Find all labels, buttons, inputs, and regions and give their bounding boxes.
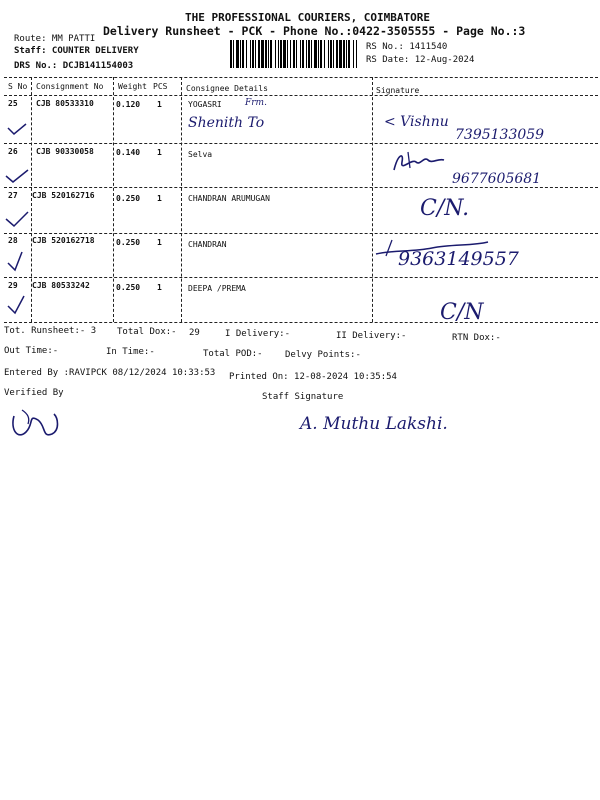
row-consignment: CJB 80533242 xyxy=(32,281,90,290)
col-header-sno: S No xyxy=(8,82,28,91)
handwritten-phone: 7395133059 xyxy=(455,127,545,143)
row-weight: 0.250 xyxy=(116,283,141,292)
total-pod: Total POD:- xyxy=(203,349,263,359)
row-consignment: CJB 520162716 xyxy=(32,191,95,200)
row-consignee: YOGASRI xyxy=(188,100,222,109)
row-sno: 27 xyxy=(8,191,18,200)
row-sno: 28 xyxy=(8,236,18,245)
check-mark xyxy=(8,296,24,313)
col-header-weight: Weight xyxy=(118,82,147,91)
rs-date: RS Date: 12-Aug-2024 xyxy=(366,55,475,65)
row-consignee: DEEPA /PREMA xyxy=(188,284,246,293)
rtn-dox: RTN Dox:- xyxy=(452,333,501,343)
handwritten-signature: C/N xyxy=(440,300,484,325)
rs-number: RS No.: 1411540 xyxy=(366,42,448,52)
out-time: Out Time:- xyxy=(4,346,59,356)
row-consignment: CJB 520162718 xyxy=(32,236,95,245)
row-pcs: 1 xyxy=(157,100,162,109)
drs-number: DRS No.: DCJB141154003 xyxy=(14,61,134,71)
verified-signature xyxy=(8,406,68,446)
verified-by-label: Verified By xyxy=(4,388,64,398)
route-label: Route: MM PATTI xyxy=(14,34,96,44)
col-header-pcs: PCS xyxy=(153,82,168,91)
check-mark xyxy=(8,124,26,134)
ii-delivery: II Delivery:- xyxy=(336,331,407,341)
staff-handwritten-signature: A. Muthu Lakshi. xyxy=(300,414,448,434)
company-name: THE PROFESSIONAL COURIERS, COIMBATORE xyxy=(185,11,431,24)
handwritten-signature: C/N. xyxy=(420,196,470,221)
tot-runsheet: Tot. Runsheet:- 3 xyxy=(4,326,97,336)
handwritten-note: Shenith To xyxy=(188,115,265,131)
i-delivery: I Delivery:- xyxy=(225,329,291,339)
row-weight: 0.250 xyxy=(116,238,141,247)
handwritten-phone: 9677605681 xyxy=(452,171,542,187)
in-time: In Time:- xyxy=(106,347,155,357)
row-consignment: CJB 80533310 xyxy=(36,99,94,108)
row-consignee: CHANDRAN ARUMUGAN xyxy=(188,194,270,203)
col-header-consignment: Consignment No xyxy=(36,82,104,91)
total-dox-label: Total Dox:- xyxy=(117,327,177,337)
row-sno: 29 xyxy=(8,281,18,290)
handwritten-note: Frm. xyxy=(245,98,267,108)
row-pcs: 1 xyxy=(157,148,162,157)
row-consignee: CHANDRAN xyxy=(188,240,227,249)
check-mark xyxy=(6,170,28,182)
staff-label: Staff: COUNTER DELIVERY xyxy=(14,46,139,56)
row-sno: 26 xyxy=(8,147,18,156)
row-weight: 0.250 xyxy=(116,194,141,203)
printed-on: Printed On: 12-08-2024 10:35:54 xyxy=(229,372,397,382)
total-dox-value: 29 xyxy=(189,328,200,338)
staff-signature-label: Staff Signature xyxy=(262,392,344,402)
row-pcs: 1 xyxy=(157,283,162,292)
col-header-signature: Signature xyxy=(376,86,420,95)
row-pcs: 1 xyxy=(157,194,162,203)
row-sno: 25 xyxy=(8,99,18,108)
runsheet-title: Delivery Runsheet - PCK - Phone No.:0422-3505555 - Page No.:3 xyxy=(103,24,526,38)
handwritten-signature: < Vishnu xyxy=(384,114,449,130)
check-mark xyxy=(8,252,22,270)
row-consignee: Selva xyxy=(188,150,213,159)
row-consignment: CJB 90330058 xyxy=(36,147,94,156)
col-header-consignee: Consignee Details xyxy=(186,84,268,93)
delvy-points: Delvy Points:- xyxy=(285,350,361,360)
check-mark xyxy=(6,212,28,226)
row-weight: 0.120 xyxy=(116,100,141,109)
row-pcs: 1 xyxy=(157,238,162,247)
row-weight: 0.140 xyxy=(116,148,141,157)
handwritten-phone: 9363149557 xyxy=(398,248,519,270)
entered-by: Entered By :RAVIPCK 08/12/2024 10:33:53 xyxy=(4,368,216,378)
